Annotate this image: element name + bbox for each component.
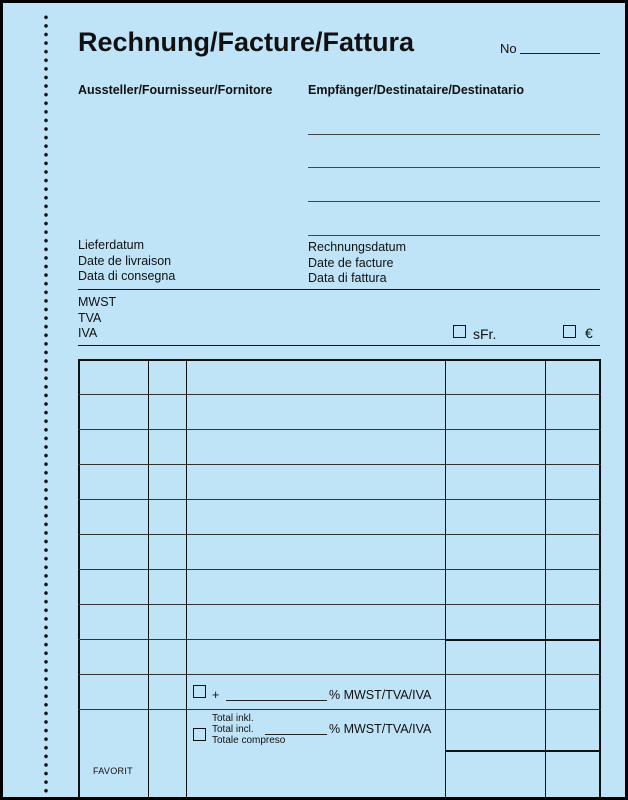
table-row[interactable] xyxy=(78,534,601,535)
delivery-date-de: Lieferdatum xyxy=(78,238,145,252)
invoice-form xyxy=(3,3,625,797)
table-row[interactable] xyxy=(78,429,601,430)
eur-checkbox[interactable] xyxy=(563,325,576,338)
delivery-date-fr: Date de livraison xyxy=(78,253,172,268)
total-rule xyxy=(445,750,601,752)
table-row[interactable] xyxy=(78,604,601,605)
table-row[interactable] xyxy=(78,639,445,640)
total-row-checkbox[interactable] xyxy=(193,728,206,741)
subtotal-rule xyxy=(445,639,601,641)
total-label xyxy=(212,713,285,746)
invoice-number-label: No xyxy=(500,41,517,56)
brand-label: FAVORIT xyxy=(93,766,133,776)
recipient-line[interactable] xyxy=(308,167,600,168)
vat-fr: TVA xyxy=(78,310,102,325)
chf-label: sFr. xyxy=(473,326,497,342)
total-rate-field[interactable] xyxy=(265,734,327,735)
vat-row-label: % MWST/TVA/IVA xyxy=(329,688,432,702)
invoice-number-field[interactable] xyxy=(520,53,600,54)
chf-checkbox[interactable] xyxy=(453,325,466,338)
vat-de: MWST xyxy=(78,295,117,309)
delivery-date-it: Data di consegna xyxy=(78,269,176,283)
invoice-date-label xyxy=(308,240,406,287)
section-divider xyxy=(78,289,600,290)
vat-row-checkbox[interactable] xyxy=(193,685,206,698)
perforation-edge xyxy=(43,13,49,793)
recipient-heading: Empfänger/Destinataire/Destinatario xyxy=(308,83,525,97)
total-de: Total inkl. xyxy=(212,713,254,724)
vat-plus-sign: + xyxy=(212,688,220,702)
table-row[interactable] xyxy=(78,569,601,570)
invoice-date-fr: Date de facture xyxy=(308,255,394,270)
recipient-line[interactable] xyxy=(308,201,600,202)
recipient-line[interactable] xyxy=(308,134,600,135)
vat-rate-field[interactable] xyxy=(226,700,327,701)
table-row[interactable] xyxy=(78,709,601,710)
invoice-date-de: Rechnungsdatum xyxy=(308,240,406,254)
table-row[interactable] xyxy=(78,394,601,395)
table-row[interactable] xyxy=(78,499,601,500)
form-title: Rechnung/Facture/Fattura xyxy=(78,27,415,57)
vat-it: IVA xyxy=(78,326,98,340)
delivery-date-label xyxy=(78,238,175,285)
column-divider xyxy=(186,359,187,797)
column-divider xyxy=(148,359,149,797)
recipient-line[interactable] xyxy=(308,235,600,236)
eur-label: € xyxy=(585,325,593,341)
vat-label xyxy=(78,295,116,342)
table-row[interactable] xyxy=(78,464,601,465)
column-divider xyxy=(445,359,446,797)
invoice-date-it: Data di fattura xyxy=(308,271,387,285)
total-fr: Total incl. xyxy=(212,724,254,735)
total-row-label: % MWST/TVA/IVA xyxy=(329,722,432,736)
column-divider xyxy=(545,359,546,797)
issuer-heading: Aussteller/Fournisseur/Fornitore xyxy=(78,83,273,97)
total-it: Totale compreso xyxy=(212,735,286,746)
table-row[interactable] xyxy=(78,674,601,675)
section-divider xyxy=(78,345,600,346)
